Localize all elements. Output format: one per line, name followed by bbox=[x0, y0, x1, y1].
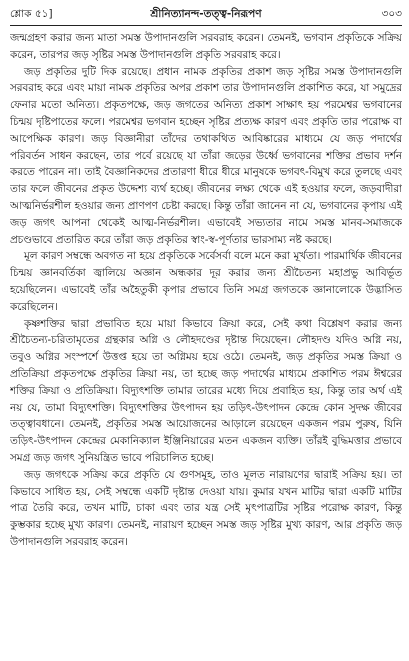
page-header bbox=[10, 6, 402, 22]
paragraph: জন্মগ্রহণ করার জন্য মাতা সমস্ত উপাদানগুলি সরবরাহ করেন। তেমনই, ভগবান প্রকৃতিকে সক্রিয় করেন, তারপর জড় সৃষ্টির সমস্ত উপাদানগুলি প্রকৃতি সরবরাহ করে। bbox=[10, 32, 402, 61]
header-rule bbox=[10, 25, 402, 26]
paragraph: মূল কারণ সম্বন্ধে অবগত না হয়ে প্রকৃতিকে সর্বেসর্বা বলে মনে করা মূর্খতা। পারমার্থিক জীবনের চিন্ময় জ্ঞানবর্তিকা জ্বালিয়ে অজ্ঞান অন্ধকার দূর করার জন্য শ্রীচৈতন্য মহাপ্রভু আবির্ভূত হয়েছিলেন। এভাবেই তাঁর অহৈতুকী কৃপার প্রভাবে তিনি সমগ্র জগতকে জ্ঞানালোকে উদ্ভাসিত করেছিলেন। bbox=[10, 250, 402, 313]
verse-reference: শ্লোক ৫১] bbox=[10, 8, 53, 20]
paragraph: জড় প্রকৃতির দুটি দিক রয়েছে। প্রধান নামক প্রকৃতির প্রকাশ জড় সৃষ্টির সমস্ত উপাদানগুলি সরবরাহ করে এবং মায়া নামক প্রকৃতির অপর প্রকাশ তার উপাদানগুলি প্রকাশিত করে, যা সমুদ্রের ফেনার মতো অনিত্য। প্রকৃতপক্ষে, জড় জগতের অনিত্য প্রকাশ সাক্ষাৎ হয় পরমেশ্বর ভগবানের চিন্ময় দৃষ্টিপাতের ফলে। পরমেশ্বর ভগবান হচ্ছেন সৃষ্টির প্রত্যক্ষ কারণ এবং প্রকৃতি তার পরোক্ষ বা আপেক্ষিক কারণ। জড় বিজ্ঞানীরা তাঁদের তথাকথিত আবিষ্কারের মাধ্যমে যে জড় পদার্থের পরিবর্তন সাধন করছেন, তার পর্বে রয়েছে যা তাঁরা জড়ের উর্ধ্বে ভগবানের শক্তির প্রভাব দর্শন করতে পারেন না। তাই বৈজ্ঞানিকদের প্রতারণা ধীরে ধীরে মানুষকে ভগবৎ-বিমুখ করে তুলছে এবং তার ফলে জীবনের প্রকৃত উদ্দেশ্য ব্যর্থ হচ্ছে। জীবনের লক্ষ্য থেকে এই হওয়ার ফলে, জড়বাদীরা আত্মনির্ভরশীল হওয়ার জন্য প্রাণপণ চেষ্টা করছে। কিন্তু তাঁরা জানেন না যে, ভগবানের কৃপায় এই জড় জগৎ আপনা থেকেই আত্ম-নির্ভরশীল। এভাবেই সভ্যতার নামে সমস্ত মানব-সমাজকে প্রচণ্ডভাবে প্রতারিত করে তাঁরা জড় প্রকৃতির স্বাং-স্ব-পূর্ণতার ভারসাম্য নষ্ট করছে। bbox=[10, 65, 402, 246]
paragraph: জড় জগৎকে সক্রিয় করে প্রকৃতি যে গুণসমূহ, তাও মূলত নারায়ণের দ্বারাই সক্রিয় হয়। তা কিভাবে সাধিত হয়, সেই সম্বন্ধে একটি দৃষ্টান্ত দেওয়া যায়। কুমার যখন মাটির দ্বারা একটি মাটির পাত্র তৈরি করে, তখন মাটি, চাকা এবং তার যন্ত্র সেই মৃৎপাত্রটির সৃষ্টির পরোক্ষ কারণ, কিন্তু কুম্ভকার হচ্ছে মুখ্য কারণ। তেমনই, নারায়ণ হচ্ছেন সমস্ত জড় সৃষ্টির মুখ্য কারণ, আর প্রকৃতি জড় উপাদানগুলি সরবরাহ করেন। bbox=[10, 468, 402, 548]
document-body bbox=[10, 30, 402, 551]
page-number: ৩০৩ bbox=[381, 8, 402, 20]
chapter-title: শ্রীনিত্যানন্দ-তত্ত্ব-নিরূপণ bbox=[150, 8, 262, 20]
document-page bbox=[10, 6, 402, 656]
paragraph: কৃষ্ণশক্তির দ্বারা প্রভাবিত হয়ে মায়া কিভাবে ক্রিয়া করে, সেই কথা বিশ্লেষণ করার জন্য শ্রীচৈতন্য-চরিতামৃতের গ্রন্থকার অগ্নি ও লৌহদণ্ডের দৃষ্টান্ত দিয়েছেন। লৌহদণ্ড যদিও অগ্নি নয়, তবুও অগ্নির সংস্পর্শে উত্তপ্ত হয়ে তা অগ্নিময় হয়ে ওঠে। তেমনই, জড় প্রকৃতির সমস্ত ক্রিয়া ও প্রতিক্রিয়া প্রকৃতপক্ষে প্রকৃতির ক্রিয়া নয়, তা হচ্ছে জড় পদার্থের মাধ্যমে প্রকাশিত পরম ঈশ্বরের শক্তির ক্রিয়া ও প্রতিক্রিয়া। বিদ্যুৎশক্তি তামার তারের মধ্যে দিয়ে প্রবাহিত হয়, কিন্তু তার অর্থ এই নয় যে, তামা বিদ্যুৎশক্তি। বিদ্যুৎশক্তির উৎপাদন হয় তড়িৎ-উৎপাদন কেন্দ্রে কোন সুদক্ষ জীবের তত্ত্বাবধানে। তেমনই, প্রকৃতির সমস্ত আয়োজনের আড়ালে রয়েছেন একজন পরম পুরুষ, যিনি তড়িৎ-উৎপাদন কেন্দ্রের মেকানিক্যাল ইঞ্জিনিয়ারের মতন একজন ব্যক্তি। তাঁরই বুদ্ধিমত্তার প্রভাবে সমগ্র জড় জগৎ সুনিয়ন্ত্রিত ভাবে পরিচালিত হচ্ছে। bbox=[10, 317, 402, 464]
